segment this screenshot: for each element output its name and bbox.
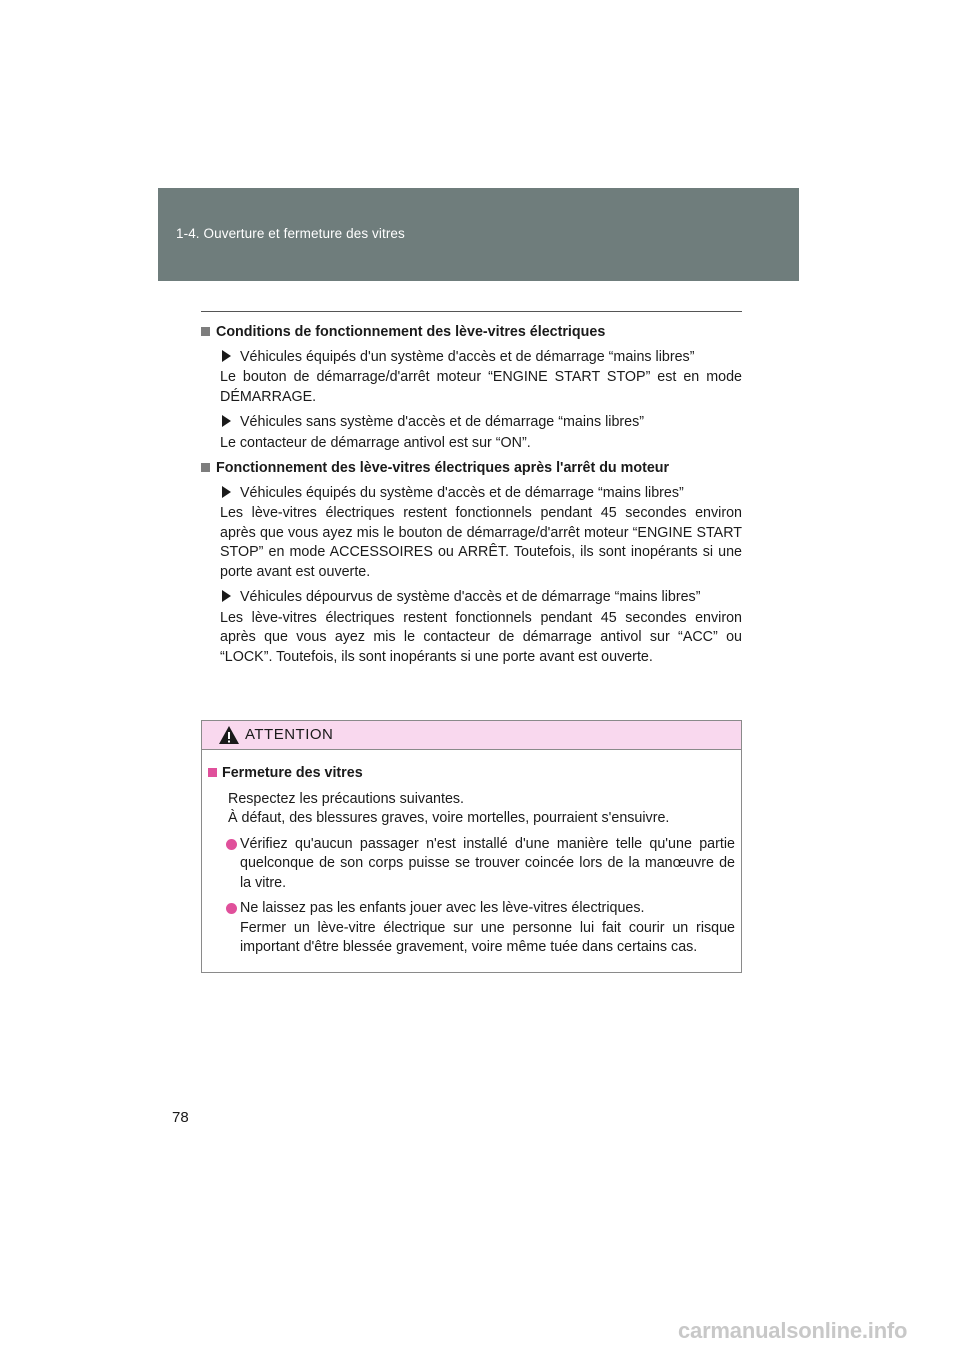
variant-block — [220, 484, 742, 583]
square-bullet-icon — [208, 768, 217, 777]
section-heading: Conditions de fonctionnement des lève-vitres électriques — [201, 323, 742, 343]
main-content — [201, 323, 742, 673]
arrow-right-icon — [222, 415, 231, 427]
square-bullet-icon — [201, 327, 210, 336]
divider — [201, 311, 742, 312]
variant-label: Véhicules équipés d'un système d'accès et de démarrage “mains libres” — [220, 348, 742, 368]
bullet-dot-icon — [226, 839, 237, 850]
arrow-right-icon — [222, 486, 231, 498]
arrow-right-icon — [222, 590, 231, 602]
warning-triangle-icon — [218, 725, 240, 745]
warning-body — [202, 750, 741, 958]
arrow-right-icon — [222, 350, 231, 362]
section-header-band — [158, 188, 799, 281]
warning-box — [201, 720, 742, 973]
variant-block — [220, 413, 742, 453]
bullet-dot-icon — [226, 903, 237, 914]
page-number: 78 — [172, 1109, 189, 1126]
square-bullet-icon — [201, 463, 210, 472]
watermark: carmanualsonline.info — [678, 1318, 908, 1343]
variant-block — [220, 348, 742, 408]
variant-text: Les lève-vitres électriques restent fonctionnels pendant 45 secondes environ après que vous ayez mis le contacteur de démarrage antivol sur “ACC” ou “LOCK”. Toutefois, ils sont inopérants si une porte avant est ouverte. — [220, 609, 742, 665]
variant-label: Véhicules dépourvus de système d'accès et de démarrage “mains libres” — [220, 588, 742, 608]
warning-bullet: Ne laissez pas les enfants jouer avec les lève-vitres électriques. Fermer un lève-vitre électrique sur une personne lui fait courir un risque important d'être blessée gravement, voire même tuée dans certains cas. — [208, 899, 735, 958]
section-heading: Fonctionnement des lève-vitres électriques après l'arrêt du moteur — [201, 459, 742, 479]
variant-text: Le contacteur de démarrage antivol est sur “ON”. — [220, 434, 531, 451]
warning-header — [202, 721, 741, 750]
variant-text: Le bouton de démarrage/d'arrêt moteur “ENGINE START STOP” est en mode DÉMARRAGE. — [220, 369, 742, 405]
section-title: 1-4. Ouverture et fermeture des vitres — [176, 226, 405, 241]
variant-block — [220, 588, 742, 667]
warning-intro: Respectez les précautions suivantes. À défaut, des blessures graves, voire mortelles, pourraient s'ensuivre. — [228, 790, 670, 826]
variant-text: Les lève-vitres électriques restent fonctionnels pendant 45 secondes environ après que vous ayez mis le bouton de démarrage/d'arrêt moteur “ENGINE START STOP” en mode ACCESSOIRES ou ARRÊT. Toutefois, ils sont inopérants si une porte avant est ouverte. — [220, 505, 742, 580]
warning-subheading: Fermeture des vitres — [208, 764, 735, 784]
warning-bullet: Vérifiez qu'aucun passager n'est installé d'une manière telle qu'une partie quelconque de son corps puisse se trouver coincée lors de la manœuvre de la vitre. — [208, 835, 735, 894]
variant-label: Véhicules équipés du système d'accès et de démarrage “mains libres” — [220, 484, 742, 504]
variant-label: Véhicules sans système d'accès et de démarrage “mains libres” — [220, 413, 742, 433]
warning-label: ATTENTION — [245, 726, 334, 743]
